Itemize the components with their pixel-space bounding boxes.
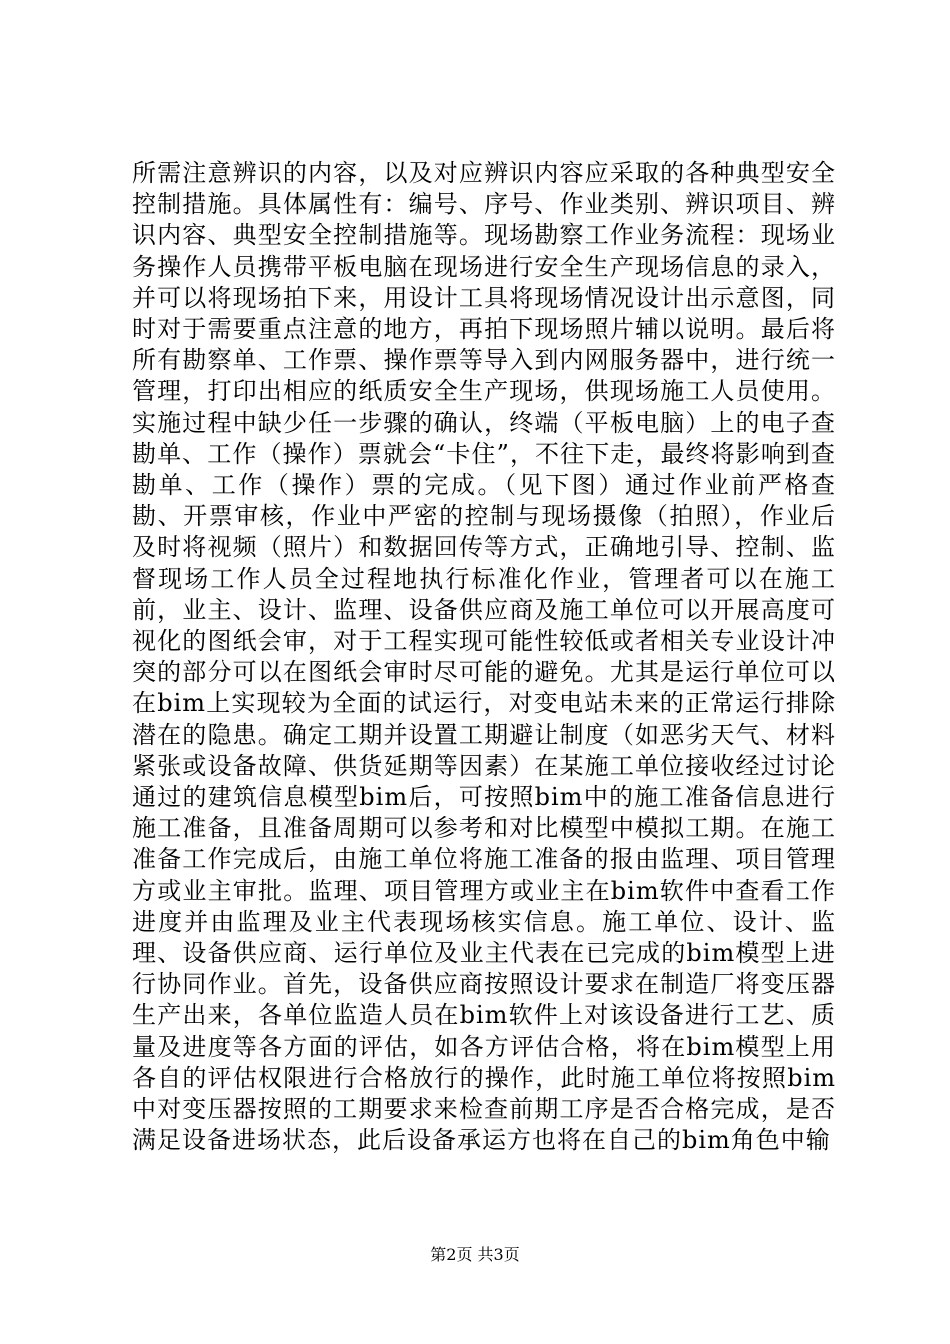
body-paragraph: 所需注意辨识的内容，以及对应辨识内容应采取的各种典型安全控制措施。具体属性有：编号、序号、作业类别、辨识项目、辨识内容、典型安全控制措施等。现场勘察工作业务流程：现场业务操作人员携带平板电脑在现场进行安全生产现场信息的录入，并可以将现场拍下来，用设计工具将现场情况设计出示意图，同时对于需要重点注意的地方，再拍下现场照片辅以说明。最后将所有勘察单、工作票、操作票等导入到内网服务器中，进行统一管理，打印出相应的纸质安全生产现场，供现场施工人员使用。实施过程中缺少任一步骤的确认，终端（平板电脑）上的电子查勘单、工作（操作）票就会“卡住”，不往下走，最终将影响到查勘单、工作（操作）票的完成。（见下图）通过作业前严格查勘、开票审核，作业中严密的控制与现场摄像（拍照），作业后及时将视频（照片）和数据回传等方式，正确地引导、控制、监督现场工作人员全过程地执行标准化作业，管理者可以在施工前，业主、设计、监理、设备供应商及施工单位可以开展高度可视化的图纸会审，对于工程实现可能性较低或者相关专业设计冲突的部分可以在图纸会审时尽可能的避免。尤其是运行单位可以在bim上实现较为全面的试运行，对变电站未来的正常运行排除潜在的隐患。确定工期并设置工期避让制度（如恶劣天气、材料紧张或设备故障、供货延期等因素）在某施工单位接收经过讨论通过的建筑信息模型bim后，可按照bim中的施工准备信息进行施工准备，且准备周期可以参考和对比模型中模拟工期。在施工准备工作完成后，由施工单位将施工准备的报由监理、项目管理方或业主审批。监理、项目管理方或业主在bim软件中查看工作进度并由监理及业主代表现场核实信息。施工单位、设计、监理、设备供应商、运行单位及业主代表在已完成的bim模型上进行协同作业。首先，设备供应商按照设计要求在制造厂将变压器生产出来，各单位监造人员在bim软件上对该设备进行工艺、质量及进度等各方面的评估，如各方评估合格，将在bim模型上用各自的评估权限进行合格放行的操作，此时施工单位将按照bim中对变压器按照的工期要求来检查前期工序是否合格完成，是否满足设备进场状态，此后设备承运方也将在自己的bim角色中输 [132,159,836,1155]
page-footer: 第2页 共3页 [430,1245,520,1264]
